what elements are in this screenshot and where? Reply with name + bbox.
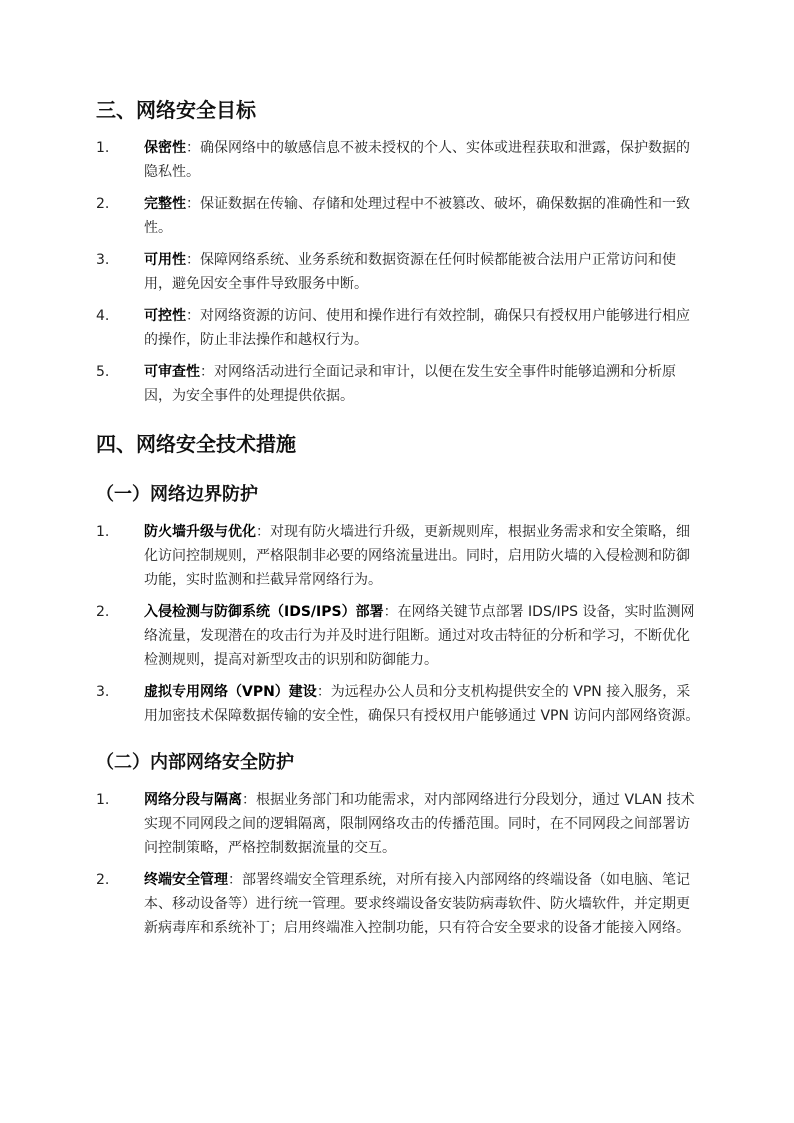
section-heading-tech-measures: 四、网络安全技术措施 <box>96 432 296 456</box>
item-text: ：保证数据在传输、存储和处理过程中不被篡改、破坏，确保数据的准确性和一致性。 <box>144 196 690 236</box>
subsection-heading-internal: （二）内部网络安全防护 <box>96 752 294 773</box>
list-item <box>96 136 700 184</box>
item-text: ：根据业务部门和功能需求，对内部网络进行分段划分，通过 VLAN 技术实现不同网段之间的逻辑隔离，限制网络攻击的传播范围。同时，在不同网段之间部署访问控制策略，严格控制数据流量的交互。 <box>144 792 695 856</box>
internal-protection-list <box>96 788 700 940</box>
list-item <box>96 788 700 860</box>
list-number: 1. <box>96 140 110 156</box>
item-text: ：对网络资源的访问、使用和操作进行有效控制，确保只有授权用户能够进行相应的操作，防止非法操作和越权行为。 <box>144 308 690 348</box>
list-item <box>96 600 700 672</box>
list-item <box>96 360 700 408</box>
document-content <box>96 96 700 940</box>
list-item <box>96 192 700 240</box>
list-item <box>96 248 700 296</box>
item-text: ：对现有防火墙进行升级，更新规则库，根据业务需求和安全策略，细化访问控制规则，严格限制非必要的网络流量进出。同时，启用防火墙的入侵检测和防御功能，实时监测和拦截异常网络行为。 <box>144 524 690 588</box>
item-term: 入侵检测与防御系统（IDS/IPS）部署 <box>144 604 384 620</box>
item-text: ：确保网络中的敏感信息不被未授权的个人、实体或进程获取和泄露，保护数据的隐私性。 <box>144 140 690 180</box>
item-term: 可用性 <box>144 252 186 268</box>
list-item <box>96 680 700 728</box>
item-text: ：对网络活动进行全面记录和审计，以便在发生安全事件时能够追溯和分析原因，为安全事件的处理提供依据。 <box>144 364 676 404</box>
item-term: 终端安全管理 <box>144 872 228 888</box>
list-number: 5. <box>96 364 110 380</box>
item-term: 可控性 <box>144 308 186 324</box>
boundary-protection-list <box>96 520 700 728</box>
subsection-heading-boundary: （一）网络边界防护 <box>96 484 258 505</box>
list-number: 3. <box>96 684 110 700</box>
item-term: 完整性 <box>144 196 186 212</box>
list-number: 1. <box>96 524 110 540</box>
item-text: ：部署终端安全管理系统，对所有接入内部网络的终端设备（如电脑、笔记本、移动设备等）进行统一管理。要求终端设备安装防病毒软件、防火墙软件，并定期更新病毒库和系统补丁；启用终端准入控制功能，只有符合安全要求的设备才能接入网络。 <box>144 872 690 936</box>
list-item <box>96 304 700 352</box>
list-number: 3. <box>96 252 110 268</box>
item-term: 可审查性 <box>144 364 200 380</box>
item-text: ：在网络关键节点部署 IDS/IPS 设备，实时监测网络流量，发现潜在的攻击行为并及时进行阻断。通过对攻击特征的分析和学习，不断优化检测规则，提高对新型攻击的识别和防御能力。 <box>144 604 695 668</box>
list-number: 1. <box>96 792 110 808</box>
list-item <box>96 868 700 940</box>
list-number: 4. <box>96 308 110 324</box>
item-term: 网络分段与隔离 <box>144 792 242 808</box>
section-heading-security-goals: 三、网络安全目标 <box>96 98 256 122</box>
list-item <box>96 520 700 592</box>
item-term: 防火墙升级与优化 <box>144 524 256 540</box>
item-text: ：保障网络系统、业务系统和数据资源在任何时候都能被合法用户正常访问和使用，避免因安全事件导致服务中断。 <box>144 252 676 292</box>
security-goals-list <box>96 136 700 408</box>
item-term: 虚拟专用网络（VPN）建设 <box>144 684 317 700</box>
item-term: 保密性 <box>144 140 186 156</box>
item-text: ：为远程办公人员和分支机构提供安全的 VPN 接入服务，采用加密技术保障数据传输的安全性，确保只有授权用户能够通过 VPN 访问内部网络资源。 <box>144 684 700 724</box>
list-number: 2. <box>96 196 110 212</box>
list-number: 2. <box>96 872 110 888</box>
list-number: 2. <box>96 604 110 620</box>
